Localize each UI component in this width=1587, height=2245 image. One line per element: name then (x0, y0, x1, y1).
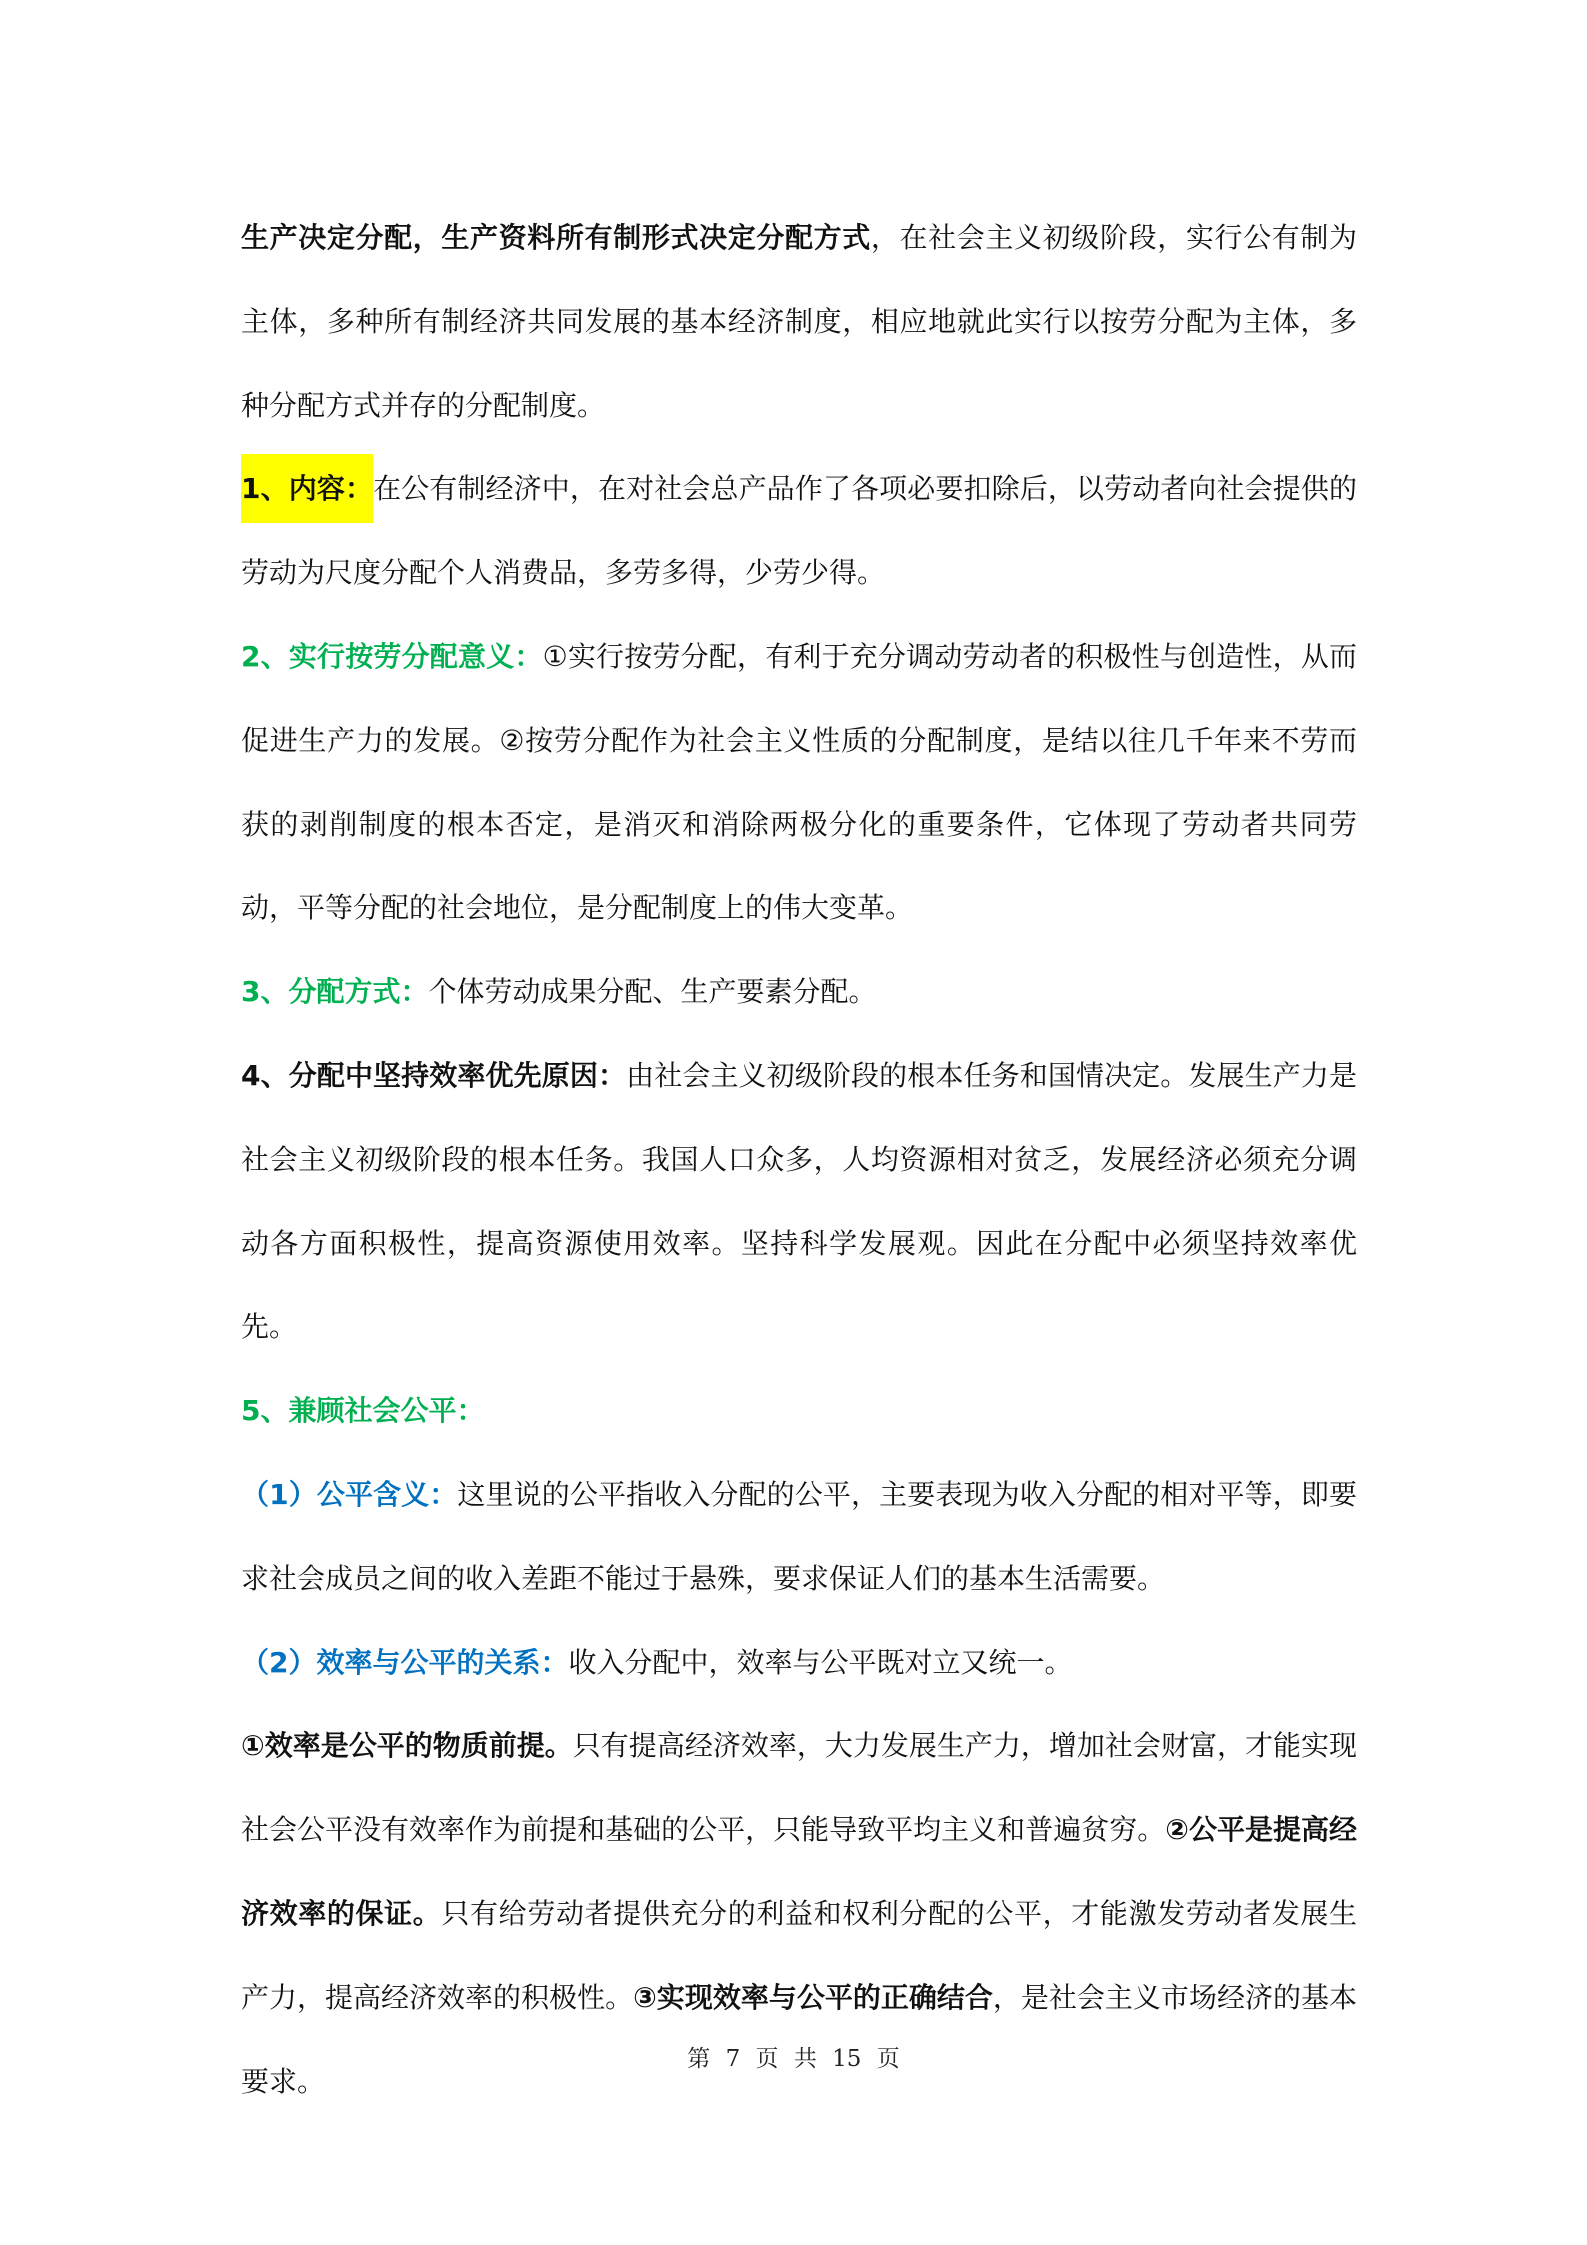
body-text: 收入分配中，效率与公平既对立又统一。 (568, 1645, 1073, 1679)
body-text: ①实行按劳分配，有利于充分调动劳动者的积极性与创造性，从而促进生产力的发展。②按劳分配作为社会主义性质的分配制度，是结以往几千年来不劳而获的剥削制度的根本否定，是消灭和消除两极分化的重要条件，它体现了劳动者共同劳动，平等分配的社会地位，是分配制度上的伟大变革。 (241, 639, 1358, 925)
body-text: 在公有制经济中，在对社会总产品作了各项必要扣除后，以劳动者向社会提供的劳动为尺度分配个人消费品，多劳多得，少劳少得。 (241, 472, 1357, 590)
subsection-1-fairness (241, 1453, 1357, 1621)
section-5-heading (241, 1369, 1357, 1453)
body-text: 只有给劳动者提供充分的利益和权利分配的公平，才能激发劳动者发展生产力，提高经济效率的积极性。 (241, 1896, 1357, 2014)
green-heading: 5、兼顾社会公平： (241, 1394, 485, 1428)
section-3-methods (241, 950, 1357, 1034)
highlighted-heading: 1、内容： (241, 454, 373, 523)
section-1-content (241, 447, 1357, 615)
document-body (241, 196, 1357, 2123)
blue-heading: （1）公平含义： (241, 1477, 458, 1511)
body-text: 只有提高经济效率，大力发展生产力，增加社会财富，才能实现社会公平没有效率作为前提和基础的公平，只能导致平均主义和普遍贫穷。 (241, 1729, 1357, 1847)
bold-point-1: ①效率是公平的物质前提。 (241, 1729, 573, 1763)
bold-heading: 4、分配中坚持效率优先原因： (241, 1058, 627, 1092)
page-number-footer: 第 7 页 共 15 页 (687, 2046, 900, 2072)
section-4-efficiency (241, 1034, 1357, 1369)
blue-heading: （2）效率与公平的关系： (241, 1645, 569, 1679)
green-heading: 2、实行按劳分配意义： (241, 639, 543, 673)
bold-point-3: ③实现效率与公平的正确结合 (633, 1980, 993, 2014)
bold-lead: 生产决定分配，生产资料所有制形式决定分配方式 (241, 221, 871, 254)
body-text: 这里说的公平指收入分配的公平，主要表现为收入分配的相对平等，即要求社会成员之间的收入差距不能过于悬殊，要求保证人们的基本生活需要。 (241, 1477, 1357, 1595)
green-heading: 3、分配方式： (241, 975, 429, 1009)
subsection-2-relation (241, 1621, 1357, 1705)
intro-paragraph (241, 196, 1357, 447)
body-text: 个体劳动成果分配、生产要素分配。 (428, 975, 877, 1009)
body-text: ，是社会主义市场经济的基本要求。 (241, 1980, 1357, 2098)
section-2-significance (241, 615, 1357, 950)
bold-point-2: ②公平是提高经济效率的保证。 (241, 1813, 1357, 1930)
body-text: ，在社会主义初级阶段，实行公有制为主体，多种所有制经济共同发展的基本经济制度，相应地就此实行以按劳分配为主体，多种分配方式并存的分配制度。 (241, 221, 1357, 422)
body-text: 由社会主义初级阶段的根本任务和国情决定。发展生产力是社会主义初级阶段的根本任务。我国人口众多，人均资源相对贫乏，发展经济必须充分调动各方面积极性，提高资源使用效率。坚持科学发展观。因此在分配中必须坚持效率优先。 (241, 1058, 1357, 1344)
